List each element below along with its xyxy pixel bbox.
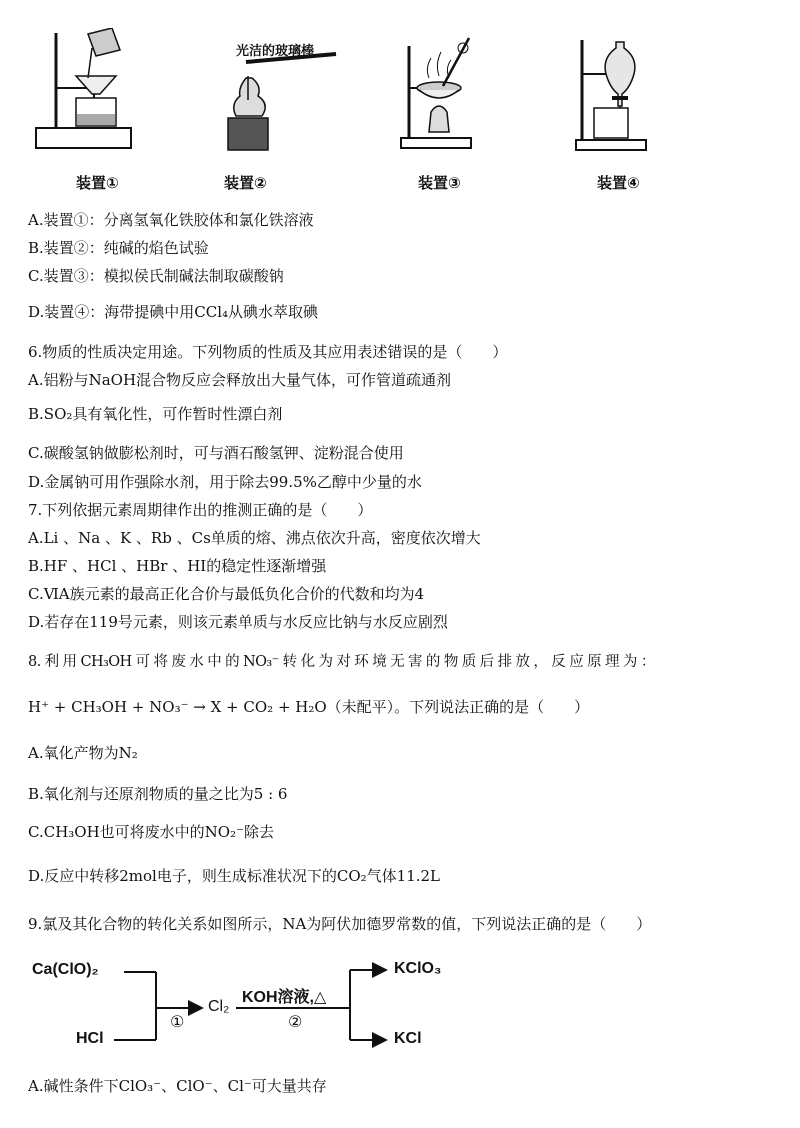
q7-option-b: B.HF 、HCl 、HBr 、HI的稳定性逐渐增强 <box>28 557 327 575</box>
q5-option-b: B.装置②：纯碱的焰色试验 <box>28 239 209 257</box>
q8-option-d: D.反应中转移2mol电子，则生成标准状况下的CO₂气体11.2L <box>28 867 441 885</box>
q6-stem: 6.物质的性质决定用途。下列物质的性质及其应用表述错误的是（ ） <box>28 343 508 361</box>
q5-option-c: C.装置③：模拟侯氏制碱法制取碳酸钠 <box>28 267 284 285</box>
q9-stem: 9.氯及其化合物的转化关系如图所示，NA为阿伏加德罗常数的值，下列说法正确的是（ ） <box>28 915 652 933</box>
q5-option-d: D.装置④：海带提碘中用CCl₄从碘水萃取碘 <box>28 303 319 321</box>
q8-option-b: B.氧化剂与还原剂物质的量之比为5 : 6 <box>28 785 288 803</box>
q6-option-b: B.SO₂具有氧化性，可作暂时性漂白剂 <box>28 405 283 423</box>
reactant-hcl: HCl <box>76 1030 104 1047</box>
q7-option-c: C.ⅥA族元素的最高正化合价与最低负化合价的代数和均为4 <box>28 585 425 603</box>
caption-apparatus-4: 装置④ <box>597 174 640 192</box>
reaction-condition: KOH溶液,△ <box>242 989 327 1006</box>
apparatus-1-filtration <box>30 28 150 163</box>
reactant-calcium-hypochlorite: Ca(ClO)₂ <box>32 961 99 978</box>
q7-option-a: A.Li 、Na 、K 、Rb 、Cs单质的熔、沸点依次升高，密度依次增大 <box>28 529 481 547</box>
product-potassium-chloride: KCl <box>394 1030 422 1047</box>
q8-equation: H⁺ + CH₃OH + NO₃⁻ → X + CO₂ + H₂O（未配平）。下列说法正确的是（ ） <box>28 698 590 716</box>
caption-apparatus-1: 装置① <box>76 174 119 192</box>
product-potassium-chlorate: KClO₃ <box>394 960 442 977</box>
q8-stem: 8. 利 用 CH₃OH 可 将 废 水 中 的 NO₃⁻ 转 化 为 对 环 境 无 害 的 物 质 后 排 放 ， 反 应 原 理 为 ： <box>28 654 655 670</box>
intermediate-chlorine: Cl₂ <box>208 998 230 1015</box>
q7-stem: 7.下列依据元素周期律作出的推测正确的是（ ） <box>28 501 373 519</box>
apparatus-3-evaporation <box>395 28 505 158</box>
q6-option-c: C.碳酸氢钠做膨松剂时，可与酒石酸氢钾、淀粉混合使用 <box>28 444 404 462</box>
caption-apparatus-3: 装置③ <box>418 174 461 192</box>
q6-option-a: A.铝粉与NaOH混合物反应会释放出大量气体，可作管道疏通剂 <box>28 371 452 389</box>
q8-option-a: A.氧化产物为N₂ <box>28 744 138 762</box>
step-1-label: ① <box>170 1014 185 1031</box>
q7-option-d: D.若存在119号元素，则该元素单质与水反应比钠与水反应剧烈 <box>28 613 448 631</box>
q6-option-d: D.金属钠可用作强除水剂，用于除去99.5%乙醇中少量的水 <box>28 473 422 491</box>
q9-option-a: A.碱性条件下ClO₃⁻、ClO⁻、Cl⁻可大量共存 <box>28 1077 327 1095</box>
glass-rod-label: 光洁的玻璃棒 <box>236 44 315 59</box>
apparatus-4-separatory-funnel <box>572 36 662 154</box>
chlorine-conversion-diagram <box>30 958 470 1048</box>
q8-option-c: C.CH₃OH也可将废水中的NO₂⁻除去 <box>28 823 275 841</box>
q5-option-a: A.装置①：分离氢氧化铁胶体和氯化铁溶液 <box>28 211 314 229</box>
caption-apparatus-2: 装置② <box>224 174 267 192</box>
step-2-label: ② <box>288 1014 303 1031</box>
